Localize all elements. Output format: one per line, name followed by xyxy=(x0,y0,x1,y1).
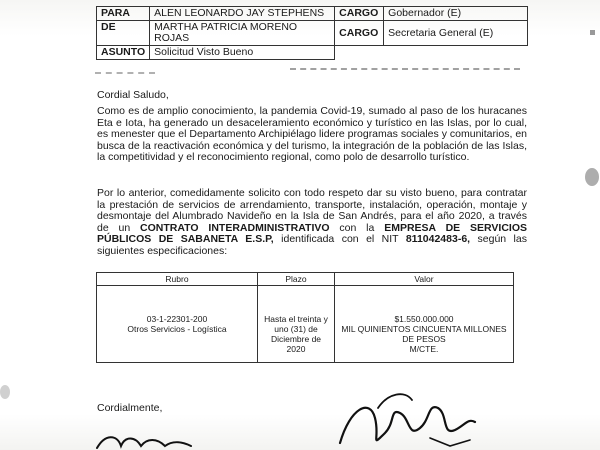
para-name: ALEN LEONARDO JAY STEPHENS xyxy=(150,7,335,21)
de-label: DE xyxy=(97,21,150,46)
paragraph-1: Como es de amplio conocimiento, la pandemia Covid-19, sumado al paso de los huracanes Eta e Iota, ha generado un desaceleramiento económico y turístico en las Islas, por lo cual, es menester que el Departamento Archipiélago lidere programas sociales y comunitarios, en busca de la reactivación económica y del turismo, la integración de la población de las Islas, la competitividad y el reconocimiento regional, como polo de desarrollo turístico. xyxy=(97,105,527,164)
scan-artifact-smudge xyxy=(585,168,599,186)
col-plazo: Plazo xyxy=(258,273,335,286)
p2-text-d: según las siguientes especificaciones: xyxy=(97,233,527,257)
para-cargo: Gobernador (E) xyxy=(384,7,528,21)
scan-artifact-line xyxy=(290,68,520,70)
cell-plazo: Hasta el treinta y uno (31) de Diciembre de 2020 xyxy=(258,286,335,363)
de-name: MARTHA PATRICIA MORENO ROJAS xyxy=(150,21,335,46)
specs-row xyxy=(97,286,514,363)
rubro-desc: Otros Servicios - Logística xyxy=(127,324,227,334)
cell-rubro xyxy=(97,286,258,363)
col-rubro: Rubro xyxy=(97,273,258,286)
para-row xyxy=(97,7,528,21)
scan-artifact-smudge xyxy=(0,385,10,399)
para-cargo-label: CARGO xyxy=(335,7,384,21)
closing: Cordialmente, xyxy=(97,402,163,414)
para-label: PARA xyxy=(97,7,150,21)
asunto-label: ASUNTO xyxy=(97,46,150,60)
asunto-row xyxy=(97,46,528,60)
paragraph-2 xyxy=(97,188,527,258)
valor-words: MIL QUINIENTOS CINCUENTA MILLONES DE PESOS xyxy=(341,324,507,344)
de-cargo: Secretaria General (E) xyxy=(384,21,528,46)
p2-text-c: identificada con el NIT xyxy=(281,233,399,246)
p2-nit: 811042483-6, xyxy=(405,233,471,246)
header-table xyxy=(96,6,528,60)
de-row xyxy=(97,21,528,46)
cell-valor xyxy=(335,286,514,363)
col-valor: Valor xyxy=(335,273,514,286)
p2-contract: CONTRATO INTERADMINISTRATIVO xyxy=(140,221,330,234)
specs-header-row xyxy=(97,273,514,286)
valor-amount: $1.550.000.000 xyxy=(394,314,454,324)
p2-text-a: Por lo anterior, comedidamente solicito con todo respeto dar su visto bueno, para contratar la prestación de servicios de arrendamiento, transporte, instalación, operación, montaje y desmontaje del Alumbrado Navideño en la Isla de San Andrés, para el año 2020, a través de un xyxy=(97,187,527,234)
de-cargo-label: CARGO xyxy=(335,21,384,46)
signature-image xyxy=(330,388,480,450)
lower-signature-stroke xyxy=(95,430,215,450)
p2-company: EMPRESA DE SERVICIOS PÚBLICOS DE SABANETA E.S.P, xyxy=(97,221,527,246)
rubro-code: 03-1-22301-200 xyxy=(146,314,208,324)
valor-suffix: M/CTE. xyxy=(409,344,439,354)
asunto-blank xyxy=(335,46,528,60)
scan-artifact-line xyxy=(95,72,155,74)
scan-artifact-dot xyxy=(590,30,595,35)
greeting: Cordial Saludo, xyxy=(97,89,169,101)
p2-text-b: con la xyxy=(339,221,375,234)
asunto-value: Solicitud Visto Bueno xyxy=(150,46,335,60)
specs-table xyxy=(96,272,514,363)
